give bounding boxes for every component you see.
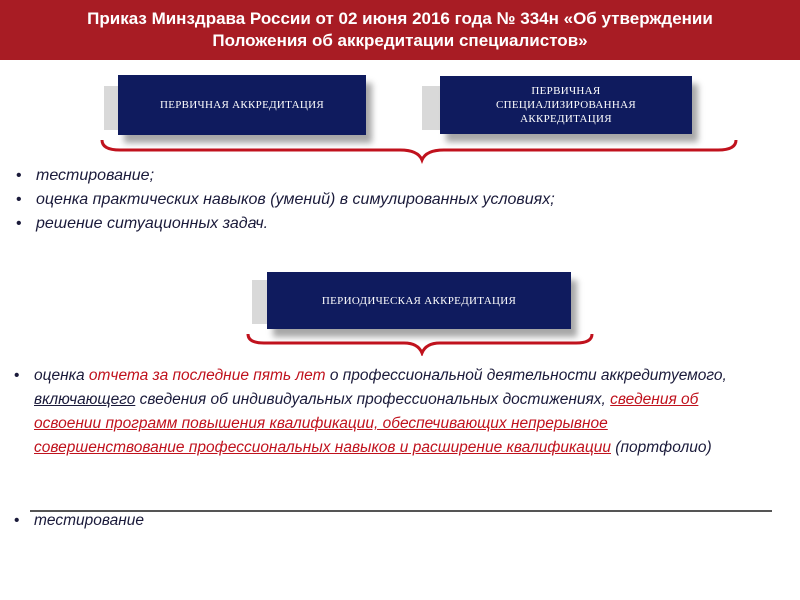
bullet-icon: • (14, 512, 20, 529)
list-item (8, 188, 728, 212)
page-title (0, 0, 800, 60)
text-segment: сведения об индивидуальных профессиональных достижениях, (135, 391, 611, 408)
bullet-icon: • (16, 215, 22, 232)
periodic-requirements-list (6, 364, 746, 460)
underlined-including: включающего (34, 391, 136, 408)
box-shadow-decoration (422, 86, 442, 130)
specialized-accreditation-box (440, 76, 692, 134)
curly-bracket-bottom (246, 332, 596, 356)
list-item-text: оценка практических навыков (умений) в симулированных условиях; (36, 191, 555, 208)
list-item (6, 509, 746, 533)
curly-bracket-top (100, 138, 740, 164)
list-item (6, 364, 746, 460)
periodic-accreditation-label: ПЕРИОДИЧЕСКАЯ АККРЕДИТАЦИЯ (321, 294, 517, 307)
primary-requirements-list (8, 164, 728, 236)
list-item (8, 164, 728, 188)
primary-accreditation-label: ПЕРВИЧНАЯ АККРЕДИТАЦИЯ (159, 99, 325, 111)
primary-accreditation-box (118, 75, 366, 135)
specialized-accreditation-line2: СПЕЦИАЛИЗИРОВАННАЯ (495, 99, 637, 111)
bullet-icon: • (16, 191, 22, 208)
list-item-text (34, 367, 727, 456)
text-segment: о профессиональной деятельности аккредитуемого, (325, 367, 727, 384)
highlight-report-period: отчета за последние пять лет (88, 367, 326, 384)
highlight-training-info: сведения об освоении программ повышения квалификации, обеспечивающих непрерывное совершенствование профессиональных навыков и расширение квалификации (34, 391, 699, 456)
list-item-text: тестирование (34, 512, 145, 529)
bullet-icon: • (16, 167, 22, 184)
list-item (8, 212, 728, 236)
specialized-accreditation-line1: ПЕРВИЧНАЯ (531, 85, 601, 97)
text-segment-portfolio: (портфолио) (611, 439, 712, 456)
text-segment: оценка (34, 367, 89, 384)
bullet-icon: • (14, 367, 20, 384)
periodic-accreditation-box (267, 272, 571, 329)
list-item-text: решение ситуационных задач. (36, 215, 269, 232)
periodic-requirements-list-2 (6, 509, 746, 533)
title-line-1: Приказ Минздрава России от 02 июня 2016 года № 334н «Об утверждении (87, 9, 713, 28)
title-line-2: Положения об аккредитации специалистов» (212, 31, 588, 50)
list-item-text: тестирование; (36, 167, 155, 184)
specialized-accreditation-line3: АККРЕДИТАЦИЯ (520, 113, 612, 125)
